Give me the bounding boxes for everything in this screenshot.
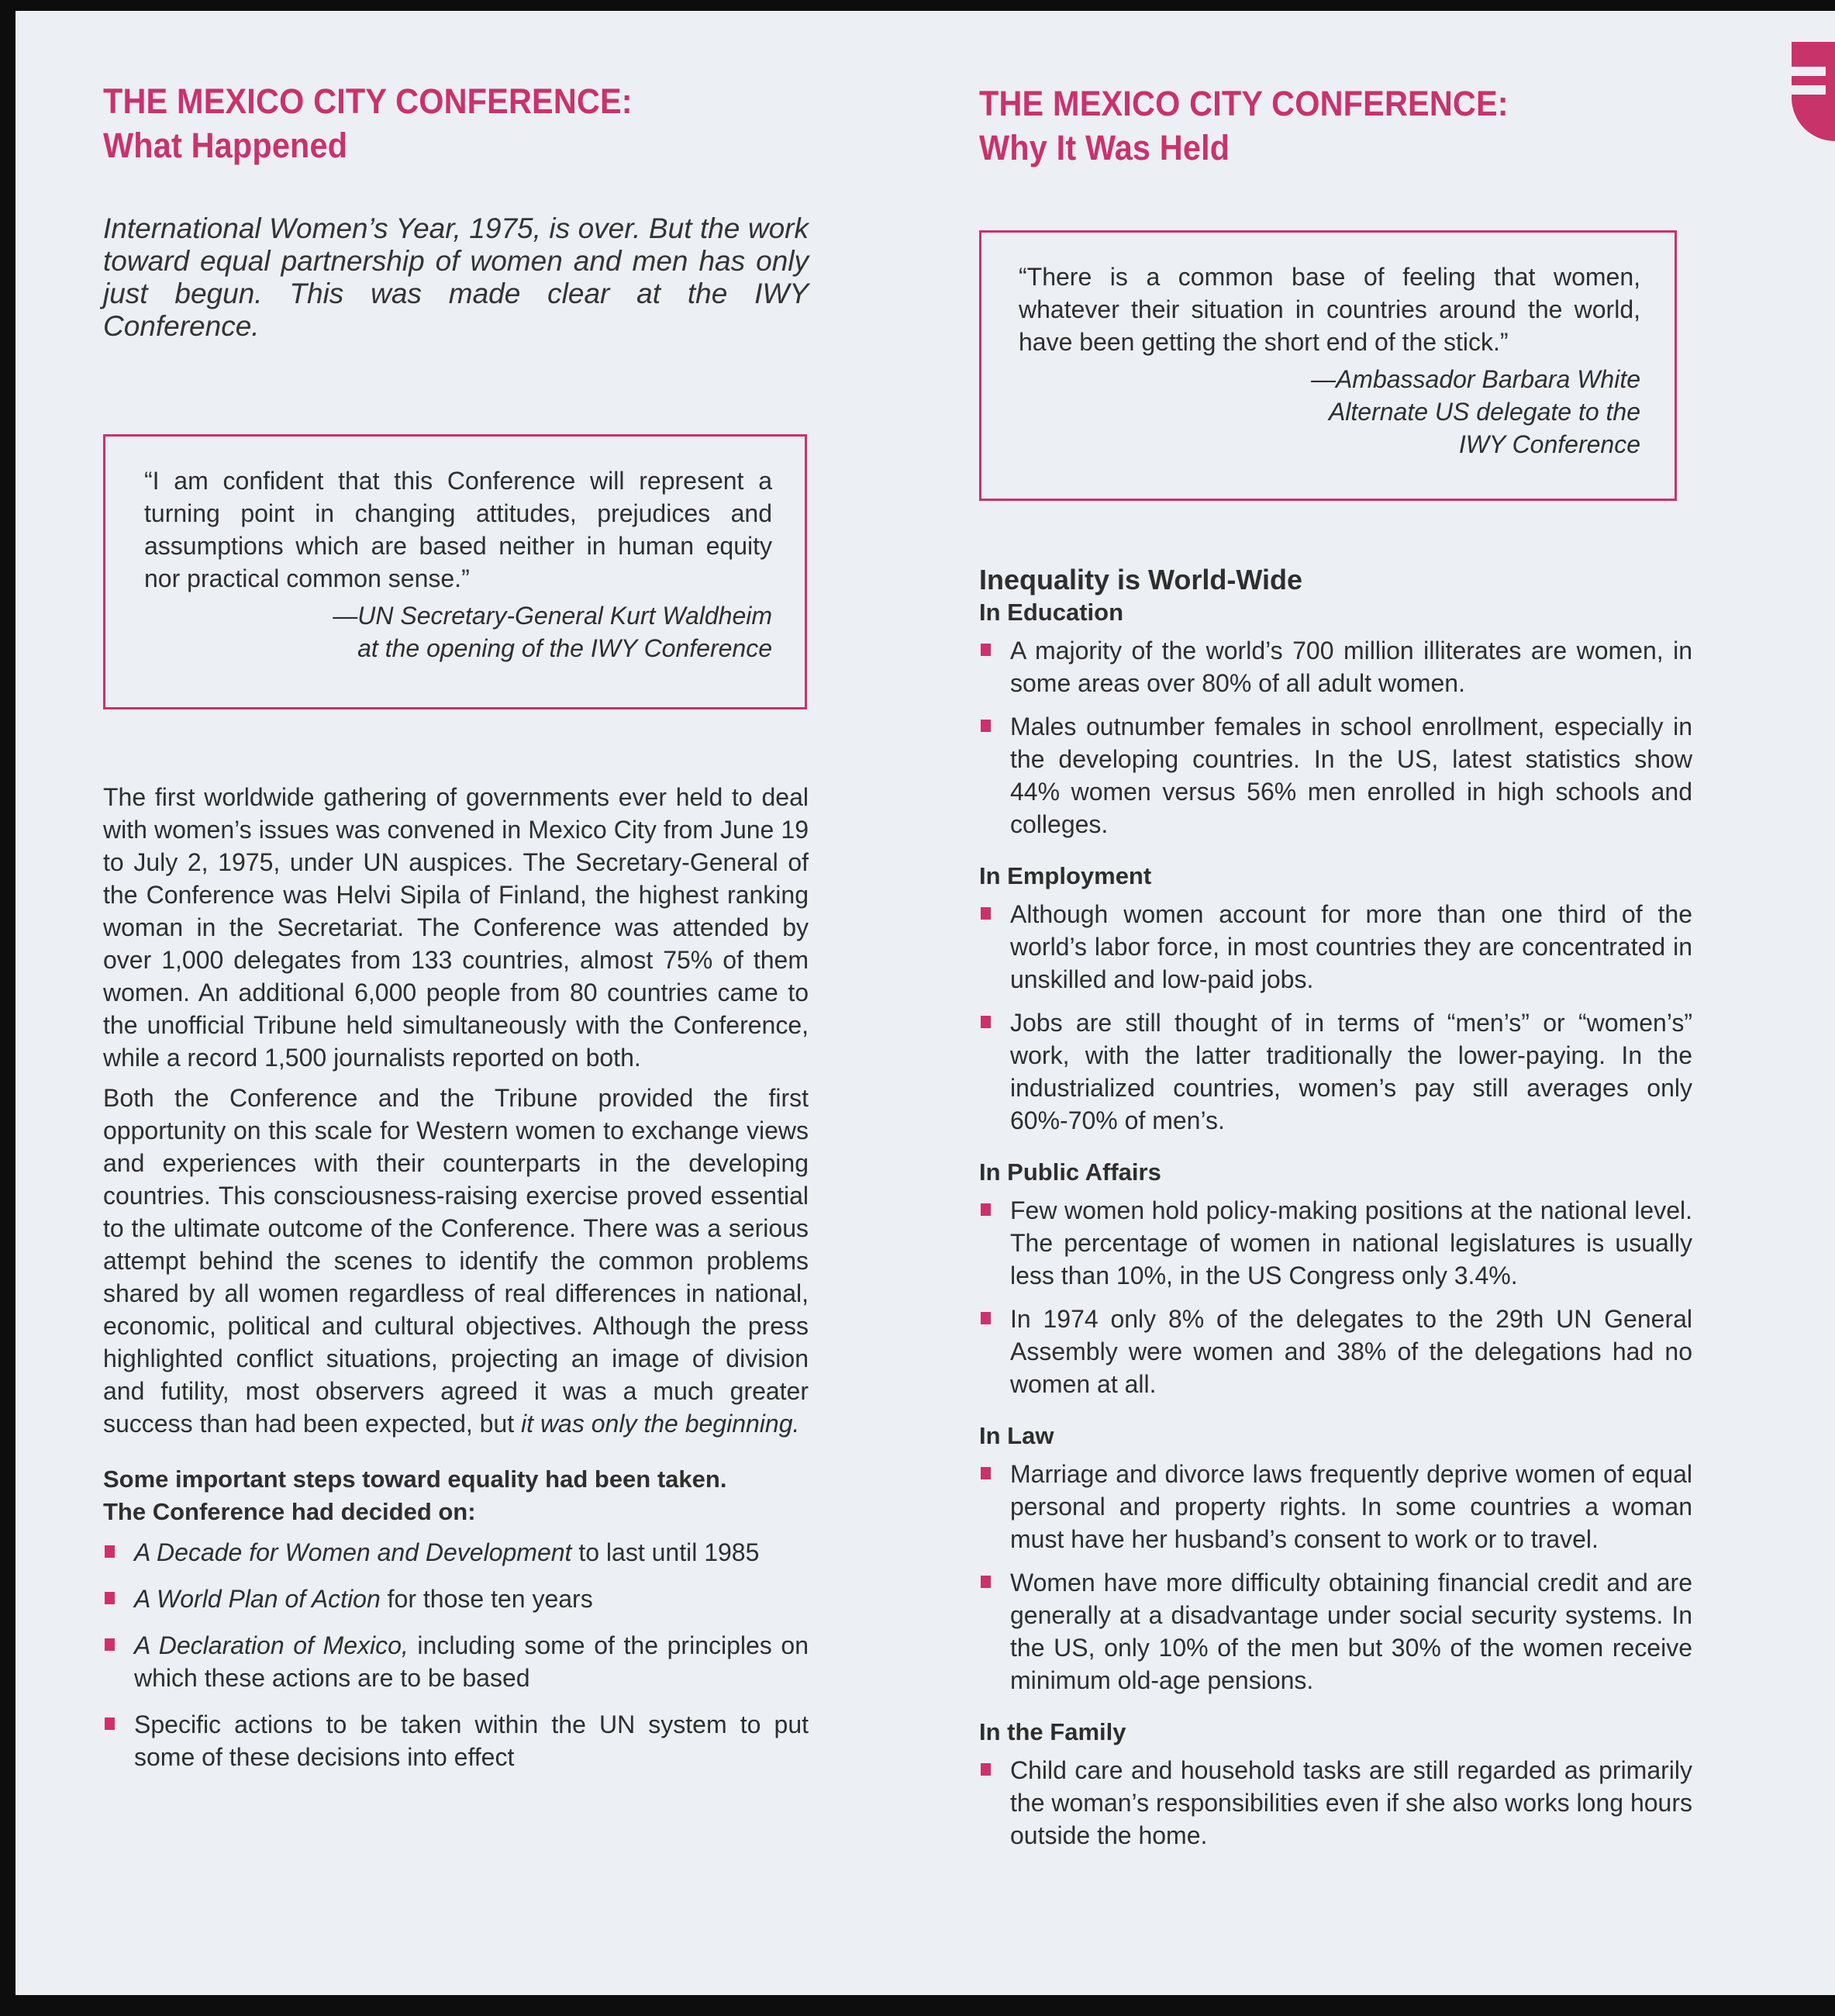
item-text: Marriage and divorce laws frequently deprive women of equal personal and property rights. In some countries a woman must have her husband’s consent to work or to travel. xyxy=(1010,1460,1692,1553)
subsection-family xyxy=(979,1717,1692,1852)
item-text: to last until 1985 xyxy=(571,1538,760,1566)
square-bullet-icon xyxy=(981,1467,991,1479)
bullet-list xyxy=(979,898,1692,1137)
list-item xyxy=(979,1303,1692,1400)
section-heading: Inequality is World-Wide xyxy=(979,564,1303,595)
intro-paragraph: International Women’s Year, 1975, is over. But the work toward equal partnership of women and men has only just begun. This was made clear at the IWY Conference. xyxy=(103,212,809,342)
steps-heading-line2: The Conference had decided on: xyxy=(103,1498,476,1525)
steps-heading-line1: Some important steps toward equality had been taken. xyxy=(103,1465,727,1493)
subsection-heading: In Public Affairs xyxy=(979,1158,1161,1186)
right-column xyxy=(979,11,1692,1852)
left-title-line1: THE MEXICO CITY CONFERENCE: xyxy=(103,81,633,121)
list-item xyxy=(979,634,1692,699)
list-item xyxy=(103,1583,809,1615)
bullet-list xyxy=(979,634,1692,841)
list-item xyxy=(979,898,1692,996)
list-item xyxy=(103,1708,809,1773)
square-bullet-icon xyxy=(981,1016,991,1028)
list-item xyxy=(103,1536,809,1569)
right-title-line1: THE MEXICO CITY CONFERENCE: xyxy=(979,84,1509,123)
square-bullet-icon xyxy=(105,1638,115,1651)
attribution-line: at the opening of the IWY Conference xyxy=(357,634,772,662)
steps-list xyxy=(103,1536,809,1773)
left-title-line2: What Happened xyxy=(103,126,348,165)
subsection-public-affairs xyxy=(979,1157,1692,1400)
body-paragraph-2 xyxy=(103,1082,809,1440)
square-bullet-icon xyxy=(981,907,991,920)
item-text: Child care and household tasks are still regarded as primarily the woman’s responsibilities even if she also works long hours outside the home. xyxy=(1010,1756,1692,1849)
item-text: A majority of the world’s 700 million illiterates are women, in some areas over 80% of all adult women. xyxy=(1010,637,1692,697)
subsection-employment xyxy=(979,861,1692,1137)
bullet-list xyxy=(979,1458,1692,1697)
item-text: Specific actions to be taken within the UN system to put some of these decisions into effect xyxy=(134,1710,809,1771)
white-quote-box xyxy=(979,230,1677,501)
square-bullet-icon xyxy=(981,1203,991,1216)
item-text: In 1974 only 8% of the delegates to the 29th UN General Assembly were women and 38% of the delegations had no women at all. xyxy=(1010,1305,1692,1398)
item-emphasis: A Decade for Women and Development xyxy=(134,1538,572,1566)
square-bullet-icon xyxy=(105,1592,115,1604)
left-column xyxy=(103,11,809,1773)
right-title xyxy=(979,11,1635,170)
item-text: Women have more difficulty obtaining financial credit and are generally at a disadvantage under social security systems. In the US, only 10% of the men but 30% of the women receive minimum old-age pensions. xyxy=(1010,1569,1692,1694)
subsection-law xyxy=(979,1421,1692,1697)
subsection-heading: In Employment xyxy=(979,862,1152,889)
iwy-emblem-icon xyxy=(1792,42,1835,141)
list-item xyxy=(979,710,1692,841)
waldheim-quote-box xyxy=(103,434,807,709)
paragraph-emphasis: it was only the beginning. xyxy=(521,1410,800,1438)
square-bullet-icon xyxy=(981,644,991,656)
subsection-education xyxy=(979,597,1692,841)
item-text: for those ten years xyxy=(380,1585,593,1613)
left-title xyxy=(103,11,752,167)
list-item xyxy=(979,1566,1692,1697)
quote-attribution xyxy=(144,599,772,665)
item-text: Jobs are still thought of in terms of “men’s” or “women’s” work, with the latter traditionally the lower-paying. In the industrialized countries, women’s pay still averages only 60%-70% of men’s. xyxy=(1010,1009,1692,1134)
square-bullet-icon xyxy=(105,1545,115,1558)
item-text: Although women account for more than one third of the world’s labor force, in most countries they are concentrated in unskilled and low-paid jobs. xyxy=(1010,900,1692,993)
attribution-line: IWY Conference xyxy=(1458,430,1640,458)
quote-text: “I am confident that this Conference will represent a turning point in changing attitudes, prejudices and assumptions which are based neither in human equity nor practical common sense.” xyxy=(144,467,772,592)
subsection-heading: In the Family xyxy=(979,1718,1126,1745)
steps-heading xyxy=(103,1463,809,1528)
item-emphasis: A World Plan of Action xyxy=(134,1585,381,1613)
quote-text: “There is a common base of feeling that women, whatever their situation in countries around the world, have been getting the short end of the stick.” xyxy=(1019,263,1640,356)
list-item xyxy=(979,1194,1692,1292)
list-item xyxy=(979,1458,1692,1555)
attribution-line: —Ambassador Barbara White xyxy=(1310,365,1640,393)
paragraph-text: Both the Conference and the Tribune provided the first opportunity on this scale for Western women to exchange views and experiences with their counterparts in the developing countries. This consciousness-raising exercise proved essential to the ultimate outcome of the Conference. There was a serious attempt behind the scenes to identify the common problems shared by all women regardless of real differences in national, economic, political and cultural objectives. Although the press highlighted conflict situations, projecting an image of division and futility, most observers agreed it was a much greater success than had been expected, but xyxy=(103,1084,809,1438)
square-bullet-icon xyxy=(981,720,991,732)
attribution-line: —UN Secretary-General Kurt Waldheim xyxy=(333,602,772,630)
subsection-heading: In Law xyxy=(979,1422,1054,1449)
square-bullet-icon xyxy=(105,1717,115,1730)
subsection-heading: In Education xyxy=(979,599,1123,626)
body-paragraph-1: The first worldwide gathering of governments ever held to deal with women’s issues was convened in Mexico City from June 19 to July 2, 1975, under UN auspices. The Secretary-General of the Conference was Helvi Sipila of Finland, the highest ranking woman in the Secretariat. The Conference was attended by over 1,000 delegates from 133 countries, almost 75% of them women. An additional 6,000 people from 80 countries came to the unofficial Tribune held simultaneously with the Conference, while a record 1,500 journalists reported on both. xyxy=(103,783,809,1072)
bullet-list xyxy=(979,1194,1692,1400)
document-page xyxy=(16,11,1835,1995)
list-item xyxy=(979,1754,1692,1852)
list-item xyxy=(979,1006,1692,1137)
square-bullet-icon xyxy=(981,1312,991,1324)
item-emphasis: A Declaration of Mexico, xyxy=(134,1631,409,1659)
bullet-list xyxy=(979,1754,1692,1852)
item-text: Few women hold policy-making positions at the national level. The percentage of women in national legislatures is usually less than 10%, in the US Congress only 3.4%. xyxy=(1010,1196,1692,1289)
list-item xyxy=(103,1629,809,1694)
square-bullet-icon xyxy=(981,1763,991,1776)
right-title-line2: Why It Was Held xyxy=(979,128,1230,167)
square-bullet-icon xyxy=(981,1576,991,1588)
quote-attribution xyxy=(1019,363,1640,461)
item-text: including some of the principles on which these actions are to be based xyxy=(134,1631,809,1692)
item-text: Males outnumber females in school enrollment, especially in the developing countries. In the US, latest statistics show 44% women versus 56% men enrolled in high schools and colleges. xyxy=(1010,713,1692,838)
attribution-line: Alternate US delegate to the xyxy=(1328,398,1640,426)
